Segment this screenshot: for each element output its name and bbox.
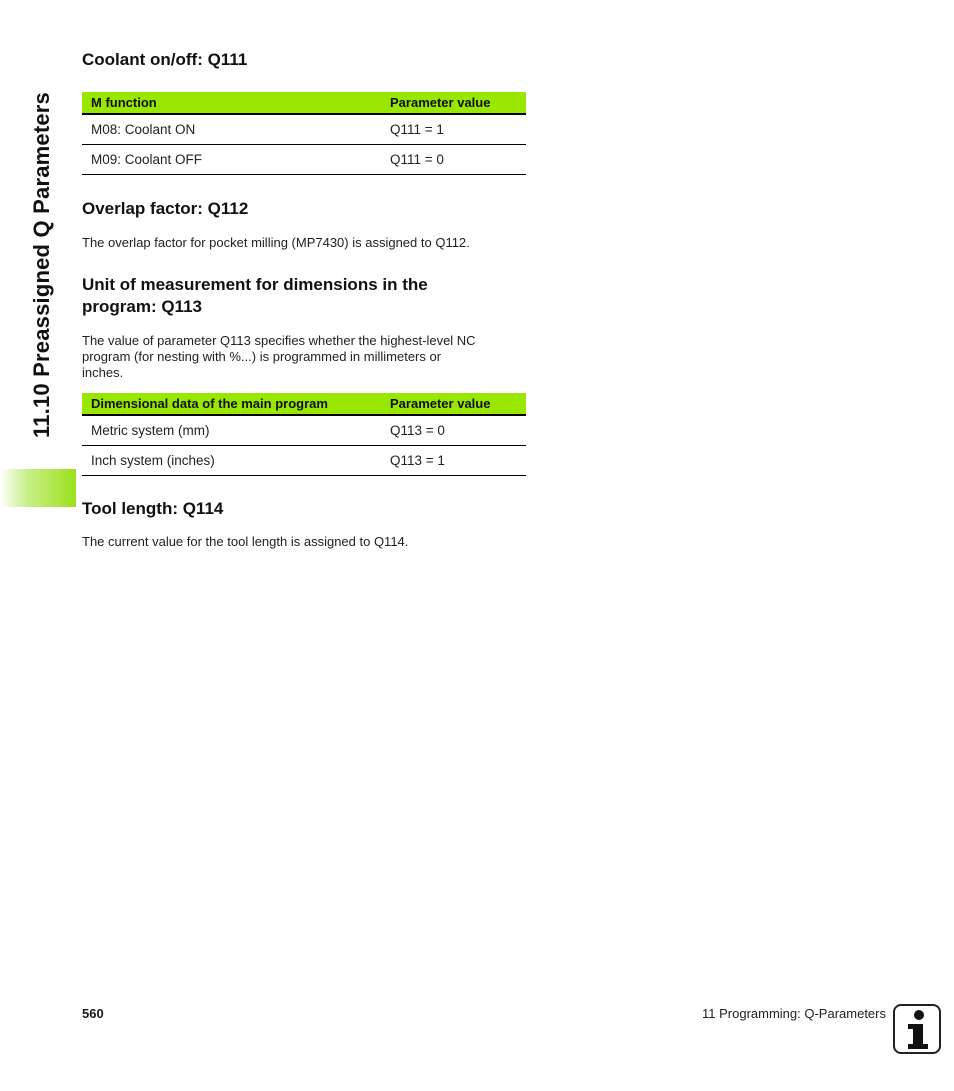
heading-tool-length: Tool length: Q114 xyxy=(82,499,224,518)
tool-length-text: The current value for the tool length is assigned to Q114. xyxy=(82,534,409,549)
heading-coolant: Coolant on/off: Q111 xyxy=(82,50,248,69)
unit-text-line1: The value of parameter Q113 specifies whether the highest-level NC xyxy=(82,333,476,348)
column-header: M function xyxy=(82,92,381,114)
column-header: Parameter value xyxy=(381,393,526,415)
footer-chapter: 11 Programming: Q-Parameters xyxy=(702,1006,886,1021)
table-row xyxy=(82,446,526,476)
heading-unit-line2: program: Q113 xyxy=(82,297,202,316)
table-row xyxy=(82,114,526,145)
heading-overlap: Overlap factor: Q112 xyxy=(82,199,249,218)
unit-text xyxy=(82,333,527,381)
overlap-text: The overlap factor for pocket milling (MP7430) is assigned to Q112. xyxy=(82,235,470,250)
table-row xyxy=(82,145,526,175)
table-cell: Inch system (inches) xyxy=(82,446,381,476)
unit-text-line2: program (for nesting with %...) is programmed in millimeters or xyxy=(82,349,442,364)
info-icon-glyph xyxy=(895,1006,939,1052)
table-cell: Q113 = 1 xyxy=(381,446,526,476)
table-cell: Q111 = 1 xyxy=(381,114,526,145)
unit-text-line3: inches. xyxy=(82,365,124,380)
chapter-side-title: 11.10 Preassigned Q Parameters xyxy=(29,92,54,438)
table-header-row xyxy=(82,92,526,114)
column-header: Dimensional data of the main program xyxy=(82,393,381,415)
table-cell: M09: Coolant OFF xyxy=(82,145,381,175)
unit-table xyxy=(82,393,526,476)
heading-unit xyxy=(82,274,428,318)
coolant-table xyxy=(82,92,526,175)
table-cell: Metric system (mm) xyxy=(82,415,381,446)
table-cell: Q111 = 0 xyxy=(381,145,526,175)
column-header: Parameter value xyxy=(381,92,526,114)
info-icon xyxy=(893,1004,941,1054)
page-number: 560 xyxy=(82,1006,104,1021)
chapter-tab-marker xyxy=(0,469,76,507)
table-row xyxy=(82,415,526,446)
table-cell: Q113 = 0 xyxy=(381,415,526,446)
table-header-row xyxy=(82,393,526,415)
table-cell: M08: Coolant ON xyxy=(82,114,381,145)
heading-unit-line1: Unit of measurement for dimensions in the xyxy=(82,275,428,294)
